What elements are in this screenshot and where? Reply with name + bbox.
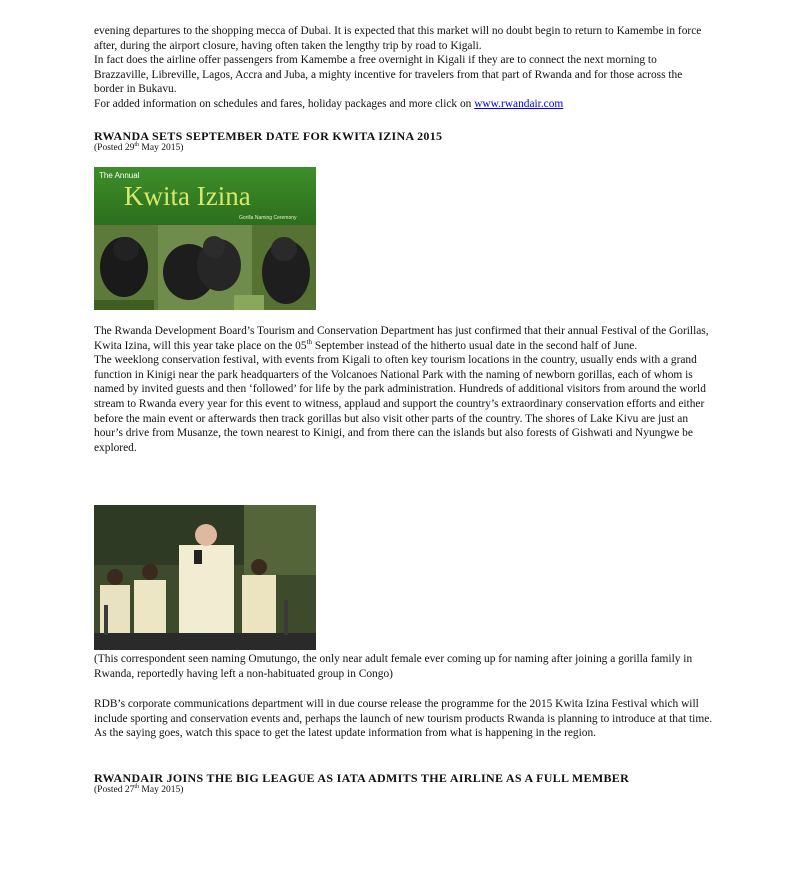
intro-paragraph-3 xyxy=(94,97,714,112)
rwandair-link[interactable]: www.rwandair.com xyxy=(474,97,564,110)
banner-small-text: The Annual xyxy=(99,171,140,180)
article2-headline: RWANDAIR JOINS THE BIG LEAGUE AS IATA ADMITS THE AIRLINE AS A FULL MEMBER xyxy=(94,771,630,785)
intro-text xyxy=(94,24,714,112)
photo-caption xyxy=(94,652,714,681)
intro-paragraph-1: evening departures to the shopping mecca of Dubai. It is expected that this market will no doubt begin to return to Kamembe in force after, during the airport closure, having often taken the lengthy trip by road to Kigali. xyxy=(94,25,702,52)
banner-title: Kwita Izina xyxy=(124,181,251,211)
caption-text: (This correspondent seen naming Omutungo, the only near adult female ever coming up for naming after joining a gorilla family in Rwanda, reportedly having left a non-habituated group in Congo) xyxy=(94,653,693,680)
article1-body xyxy=(94,324,714,455)
article1-closing xyxy=(94,697,714,741)
ceremony-photo xyxy=(94,505,316,650)
article2-posted-date: (Posted 27th May 2015) xyxy=(94,783,184,795)
article1-headline: RWANDA SETS SEPTEMBER DATE FOR KWITA IZINA 2015 xyxy=(94,129,443,143)
ceremony-photo-graphic xyxy=(94,505,316,650)
article1-paragraph-3: RDB’s corporate communications department will in due course release the programme for the 2015 Kwita Izina Festival which will include sporting and conservation events and, perhaps the launch of new tourism products Rwanda is planning to introduce at that time. As the saying goes, watch this space to get the latest update information from what is happening in the region. xyxy=(94,698,713,740)
banner-subtitle: Gorilla Naming Ceremony xyxy=(239,215,297,221)
intro-paragraph-3-text: For added information on schedules and fares, holiday packages and more click on xyxy=(94,97,475,110)
kwita-izina-banner-graphic xyxy=(94,167,316,310)
article1-posted-date: (Posted 29th May 2015) xyxy=(94,141,184,153)
article1-paragraph-1: The Rwanda Development Board’s Tourism and Conservation Department has just confirmed that their annual Festival of the Gorillas, Kwita Izina, will this year take place on the 05th September instead of the hitherto usual date in the second half of June. xyxy=(94,325,709,352)
article1-paragraph-2: The weeklong conservation festival, with events from Kigali to often key tourism locations in the country, usually ends with a grand function in Kinigi near the park headquarters of the Volcanoes National Park with the naming of newborn gorillas, each of whom is named by invited guests and then ‘followed’ for life by the park administration. Hundreds of additional visitors from around the world stream to Rwanda every year for this event to witness, applaud and support the country’s extraordinary conservation efforts and either before the main event or afterwards then track gorillas but also visit other parts of the country. The shores of Lake Kivu are just an hour’s drive from Musanze, the town nearest to Kinigi, and from there can the islands but also forests of Gishwati and Nyungwe be explored. xyxy=(94,354,706,454)
kwita-izina-banner-image xyxy=(94,167,316,310)
intro-paragraph-2: In fact does the airline offer passengers from Kamembe a free overnight in Kigali if they are to connect the next morning to Brazzaville, Libreville, Lagos, Accra and Juba, a mighty incentive for travelers from that part of Rwanda and for those across the border in Bukavu. xyxy=(94,54,683,96)
